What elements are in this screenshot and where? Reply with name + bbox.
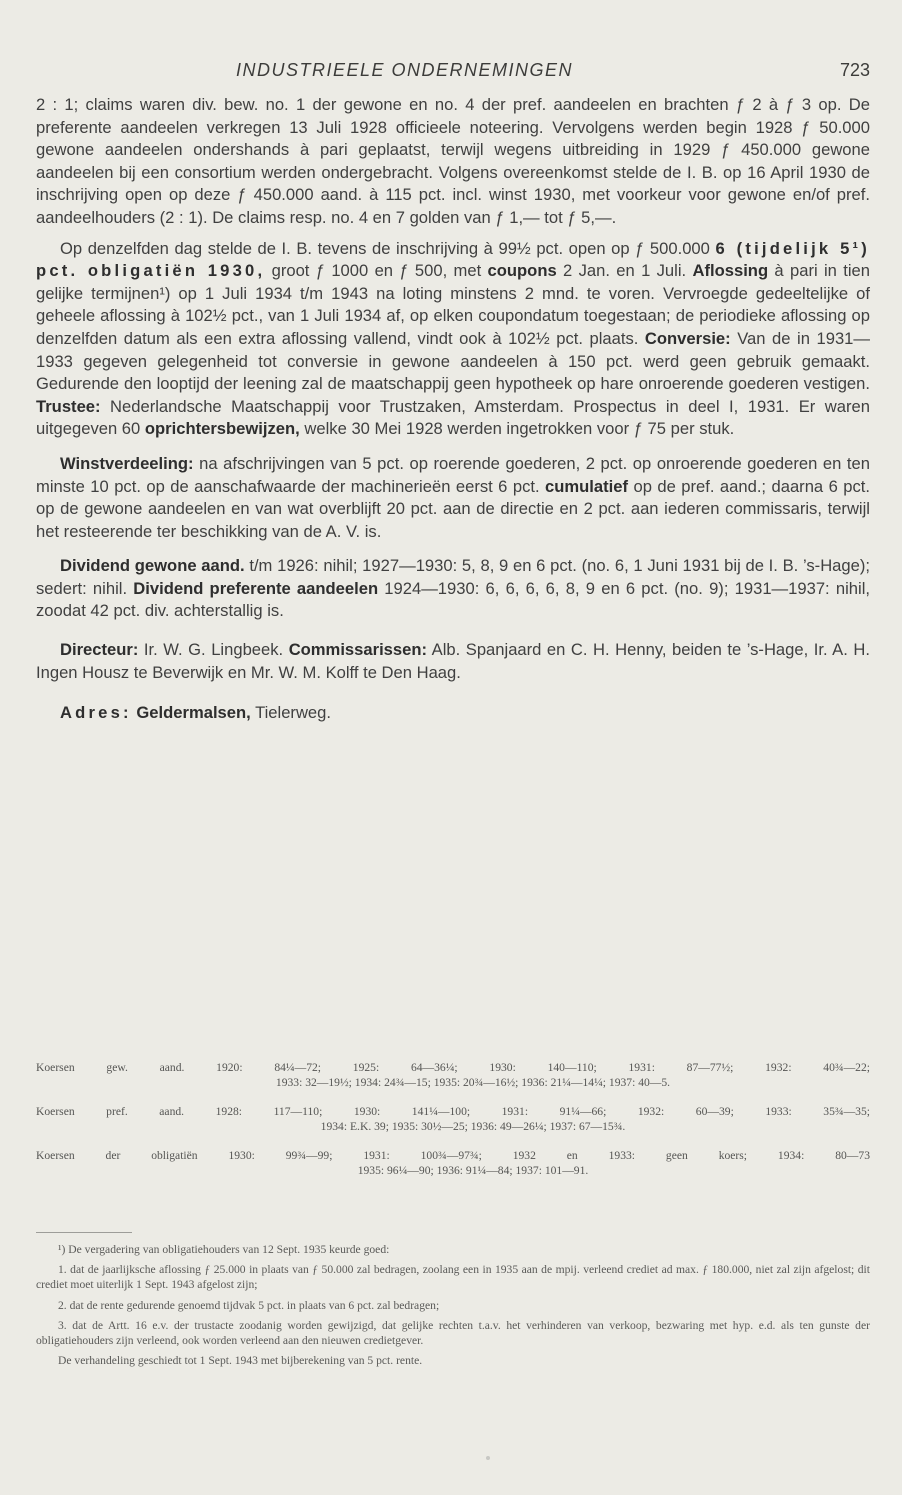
winstverdeeling-text-1: na afschrijvingen van 5 pct. op roerende goederen, 2 pct. op onroerende goederen en ten minste 10 pct. op de aanschafwaarde der machinerieën eerst 6 pct. (36, 453, 870, 496)
footnote-intro: ¹) De vergadering van obligatiehouders van 12 Sept. 1935 keurde goed: (58, 1243, 390, 1256)
address-city: Geldermalsen, (136, 703, 251, 723)
address-street: Tielerweg. (250, 703, 332, 723)
bonds-text-7: welke 30 Mei 1928 werden ingetrokken voor ƒ 75 per stuk. (299, 419, 735, 439)
address-label: Adres: (60, 703, 132, 723)
quote-line: Koersen der obligatiën 1930: 99¾—99; 1931: 100¾—97¾; 1932 en 1933: geen koers; 1934: 80—73 (36, 1149, 870, 1162)
footnote-item: 3. dat de Artt. 16 e.v. der trustacte zoodanig worden gewijzigd, dat gelijke rechten t.a.v. het verhinderen van verkoop, bezwaring met hyp. e.d. als ten gunste der obligatiehouders zijn verleend, ook worden verleend aan den nieuwen credietgever. (36, 1318, 870, 1348)
footnote-item: 1. dat de jaarlijksche aflossing ƒ 25.000 in plaats van ƒ 50.000 zal bedragen, zoolang een in 1935 aan de mpij. verleend crediet ad max. ƒ 180.000, niet zal zijn afgelost; dit crediet moet uiterlijk 1 Sept. 1943 afgelost zijn; (36, 1263, 870, 1292)
running-title: INDUSTRIEELE ONDERNEMINGEN (236, 60, 574, 80)
winstverdeeling-label: Winstverdeeling: (60, 453, 194, 473)
bonds-text-5: Van de in 1931—1933 gegeven gelegenheid tot conversie in gewone aandeelen à 150 pct. werd geen gebruik gemaakt. Gedurende den looptijd der leening zal de maatschappij geen hypotheek op hare onroerende goederen vestigen. (36, 328, 870, 394)
cumulatief-label: cumulatief (545, 476, 629, 496)
dividend-preferente-label: Dividend preferente aandeelen (133, 578, 379, 598)
price-quotes (36, 1060, 870, 1192)
quote-preferente (36, 1104, 870, 1134)
body-text (36, 94, 870, 725)
dividend-text-1: t/m 1926: nihil; 1927—1930: 5, 8, 9 en 6 pct. (no. 6, 1 Juni 1931 bij de I. B. ’s-Hage); sedert: nihil. (36, 556, 871, 598)
footnote-closing: De verhandeling geschiedt tot 1 Sept. 1943 met bijberekening van 5 pct. rente. (58, 1354, 423, 1368)
paragraph-bonds (36, 238, 870, 441)
conversie-label: Conversie: (644, 328, 731, 348)
bonds-text-4: à pari in tien gelijke termijnen¹) op 1 Juli 1934 t/m 1943 na loting minstens 2 mnd. te voren. Vervroegde gedeeltelijke of geheele aflossing à 102½ pct., van 1 Juli 1934 af, op elken coupondatum toegestaan; de periodieke aflossing op denzelfden datum als een extra aflossing vallend, vindt ook à 102½ pct. plaats. (36, 261, 870, 348)
aflossing-label: Aflossing (692, 261, 769, 281)
quote-line: Koersen pref. aand. 1928: 117—110; 1930: 141¼—100; 1931: 91¼—66; 1932: 60—39; 1933: 35¾—35; (36, 1105, 870, 1118)
footnote-item: 2. dat de rente gedurende genoemd tijdvak 5 pct. in plaats van 6 pct. zal bedragen; (58, 1298, 440, 1312)
address-line (36, 702, 870, 725)
paragraph-management (36, 639, 870, 684)
print-speck (486, 1456, 490, 1460)
winstverdeeling-text-2: op de pref. aand.; daarna 6 pct. op de gewone aandeelen en van wat overblijft 20 pct. aan de directie en 2 pct. aan iederen commissaris, terwijl het resteerende ter beschikking van de A. V. is. (36, 476, 871, 541)
paragraph-claims (36, 94, 870, 230)
paragraph-dividend (36, 555, 870, 623)
coupons-label: coupons (487, 261, 557, 281)
dividend-gewone-label: Dividend gewone aand. (60, 556, 245, 576)
dividend-text-2: 1924—1930: 6, 6, 6, 6, 8, 9 en 6 pct. (no. 9); 1931—1937: nihil, zoodat 42 pct. div. achterstallig is. (36, 578, 871, 621)
quote-line: 1934: E.K. 39; 1935: 30½—25; 1936: 49—26¼; 1937: 67—15¾. (320, 1120, 626, 1133)
quote-line: 1933: 32—19½; 1934: 24¾—15; 1935: 20¾—16½; 1936: 21¼—14¼; 1937: 40—5. (275, 1076, 671, 1089)
quote-line: 1935: 96¼—90; 1936: 91¼—84; 1937: 101—91. (357, 1164, 589, 1177)
trustee-label: Trustee: (36, 396, 101, 416)
quote-obligaties (36, 1148, 870, 1178)
directeur-text: Ir. W. G. Lingbeek. (138, 640, 289, 660)
commissarissen-label: Commissarissen: (288, 640, 428, 660)
bonds-text-6: Nederlandsche Maatschappij voor Trustzaken, Amsterdam. Prospectus in deel I, 1931. Er waren uitgegeven 60 (36, 396, 870, 439)
bonds-title: 6 (tijdelijk 5¹) pct. obligatiën 1930, (36, 238, 870, 281)
page-header (36, 60, 870, 88)
paragraph-claims-text: 2 : 1; claims waren div. bew. no. 1 der gewone en no. 4 der pref. aandeelen en brachten ƒ 2 à ƒ 3 op. De preferente aandeelen verkregen 13 Juli 1928 officieele noteering. Vervolgens werden begin 1928 ƒ 50.000 gewone aandeelen ondershands à pari geplaatst, terwijl wegens uitbreiding in 1929 ƒ 450.000 gewone aandeelen bij een consortium werden ondergebracht. Volgens overeenkomst stelde de I. B. op 16 April 1930 de inschrijving open op deze ƒ 450.000 aand. à 115 pct. incl. winst 1930, met voorkeur voor gewone en/of pref. aandeelhouders (2 : 1). De claims resp. no. 4 en 7 golden van ƒ 1,— tot ƒ 5,—. (36, 95, 870, 227)
footnote-divider (36, 1232, 132, 1233)
bonds-text-2: groot ƒ 1000 en ƒ 500, met (265, 261, 488, 281)
footnotes (36, 1242, 870, 1373)
oprichtersbewijzen-label: oprichtersbewijzen, (144, 419, 300, 439)
commissarissen-text: Alb. Spanjaard en C. H. Henny, beiden te ’s-Hage, Ir. A. H. Ingen Housz te Beverwijk en Mr. W. M. Kolff te Den Haag. (36, 640, 870, 682)
directeur-label: Directeur: (60, 640, 139, 660)
paragraph-winstverdeeling (36, 453, 870, 543)
quote-line: Koersen gew. aand. 1920: 84¼—72; 1925: 64—36¼; 1930: 140—110; 1931: 87—77½; 1932: 40¾—22; (36, 1061, 870, 1074)
quote-gewone (36, 1060, 870, 1090)
bonds-text-1: Op denzelfden dag stelde de I. B. tevens de inschrijving à 99½ pct. open op ƒ 500.000 (60, 238, 716, 258)
page-number: 723 (839, 60, 870, 80)
bonds-text-3: 2 Jan. en 1 Juli. (556, 261, 693, 281)
